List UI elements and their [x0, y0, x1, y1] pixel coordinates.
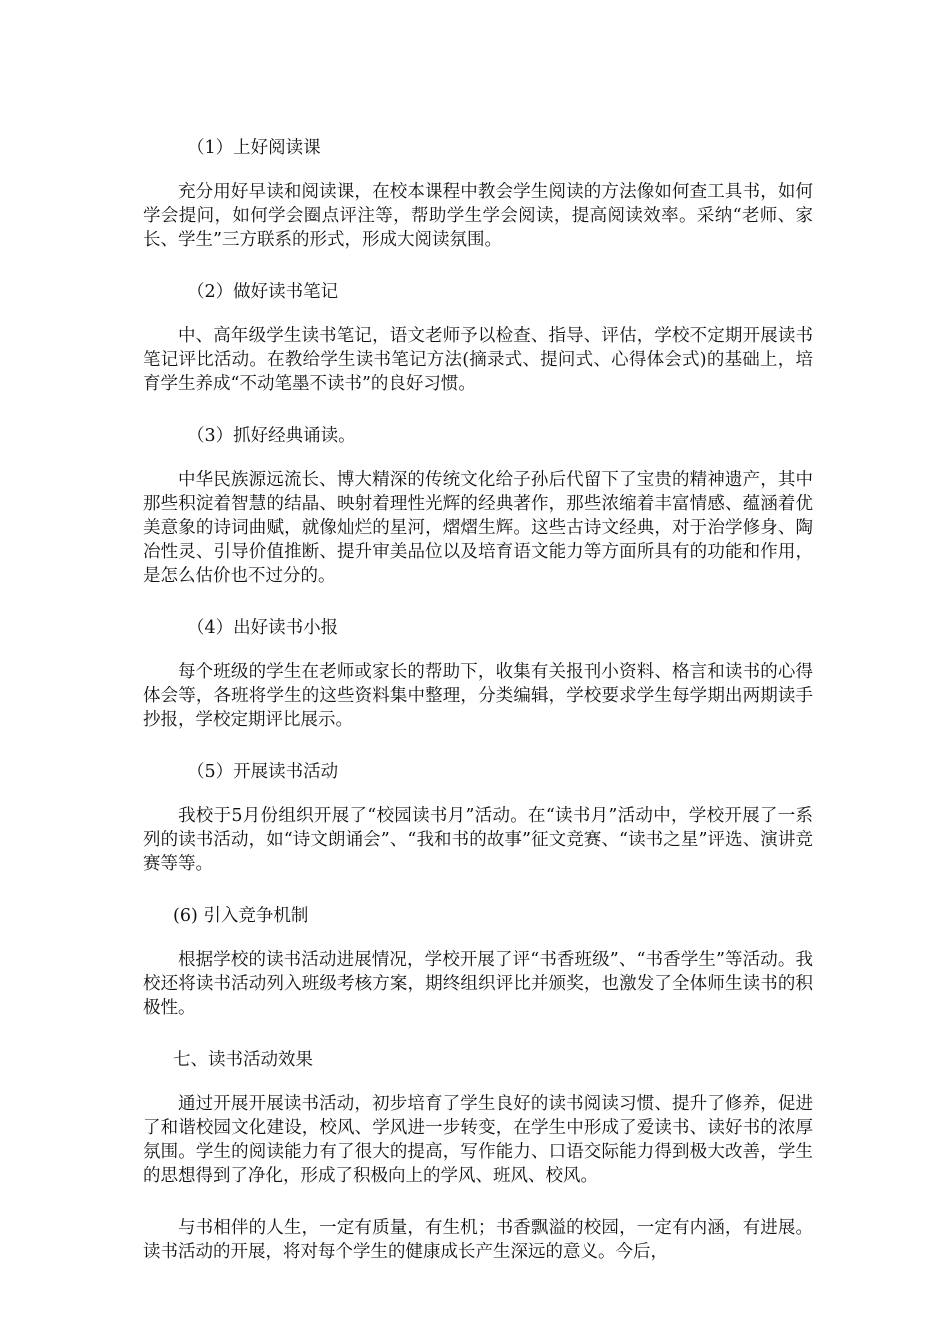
document-body	[143, 136, 813, 1264]
section-body-reading-activities: 我校于5月份组织开展了“校园读书月”活动。在“读书月”活动中，学校开展了一系列的读书活动，如“诗文朗诵会”、“我和书的故事”征文竞赛、“读书之星”评选、演讲竞赛等等。	[143, 806, 813, 874]
section-heading-reading-activities: （5）开展读书活动	[187, 762, 339, 782]
section-heading-reading-newsletter: （4）出好读书小报	[187, 618, 339, 638]
section-heading-competition: (6) 引入竞争机制	[173, 906, 309, 926]
section-heading-results: 七、读书活动效果	[173, 1050, 313, 1070]
section-body-competition: 根据学校的读书活动进展情况，学校开展了评“书香班级”、“书香学生”等活动。我校还将读书活动列入班级考核方案，期终组织评比并颁奖，也激发了全体师生读书的积极性。	[143, 950, 813, 1018]
section-body-classics-recitation: 中华民族源远流长、博大精深的传统文化给子孙后代留下了宝贵的精神遗产，其中那些积淀着智慧的结晶、映射着理性光辉的经典著作，那些浓缩着丰富情感、蕴涵着优美意象的诗词曲赋，就像灿烂的星河，熠熠生辉。这些古诗文经典，对于治学修身、陶冶性灵、引导价值推断、提升审美品位以及培育语文能力等方面所具有的功能和作用，是怎么估价也不过分的。	[143, 470, 813, 586]
section-body-results: 通过开展开展读书活动，初步培育了学生良好的读书阅读习惯、提升了修养，促进了和谐校园文化建设，校风、学风进一步转变，在学生中形成了爱读书、读好书的浓厚氛围。学生的阅读能力有了很大的提高，写作能力、口语交际能力得到极大改善，学生的思想得到了净化，形成了积极向上的学风、班风、校风。	[143, 1094, 813, 1186]
section-body-reading-notes: 中、高年级学生读书笔记，语文老师予以检查、指导、评估，学校不定期开展读书笔记评比活动。在教给学生读书笔记方法(摘录式、提问式、心得体会式)的基础上，培育学生养成“不动笔墨不读书”的良好习惯。	[143, 326, 813, 394]
section-heading-reading-notes: （2）做好读书笔记	[187, 282, 339, 302]
section-heading-reading-class: （1）上好阅读课	[187, 138, 321, 158]
section-body-reading-class: 充分用好早读和阅读课，在校本课程中教会学生阅读的方法像如何查工具书，如何学会提问，如何学会圈点评注等，帮助学生学会阅读，提高阅读效率。采纳“老师、家长、学生”三方联系的形式，形成大阅读氛围。	[143, 182, 813, 250]
section-body-reading-newsletter: 每个班级的学生在老师或家长的帮助下，收集有关报刊小资料、格言和读书的心得体会等，各班将学生的这些资料集中整理，分类编辑，学校要求学生每学期出两期读手抄报，学校定期评比展示。	[143, 662, 813, 730]
section-heading-classics-recitation: （3）抓好经典诵读。	[187, 426, 356, 446]
closing-paragraph: 与书相伴的人生，一定有质量，有生机；书香飘溢的校园，一定有内涵，有进展。读书活动的开展，将对每个学生的健康成长产生深远的意义。今后，	[143, 1218, 813, 1262]
